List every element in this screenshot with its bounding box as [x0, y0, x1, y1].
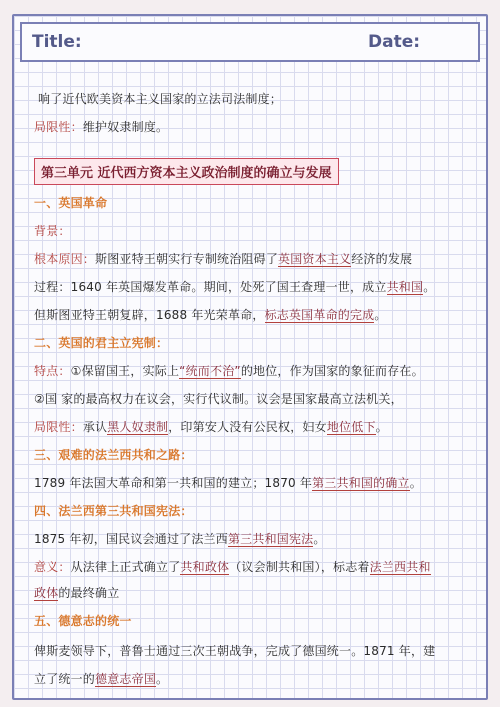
title-label: Title:: [32, 32, 82, 52]
line-text: 但斯图亚特王朝复辟，1688 年光荣革命，: [34, 308, 265, 322]
line-text: 承认: [82, 420, 108, 434]
section-heading: 二、英国的君主立宪制：: [34, 336, 169, 350]
line-text: 维护奴隶制度。: [82, 120, 169, 134]
text-line: [34, 362, 424, 379]
line-label: 局限性：: [34, 120, 83, 134]
text-line: [38, 90, 282, 107]
line-label: 局限性：: [34, 420, 83, 434]
highlight-text: 标志英国革命的完成: [264, 308, 375, 322]
line-text: 俾斯麦领导下，普鲁士通过三次王朝战争，完成了德国统一。1871 年，建: [34, 644, 436, 658]
line-text: ①保留国王，实际上: [70, 364, 180, 378]
line-text: ②国 家的最高权力在议会，实行代议制。议会是国家最高立法机关，: [34, 392, 403, 406]
highlight-text: 共和国: [386, 280, 424, 294]
highlight-text: 英国资本主义: [278, 252, 352, 266]
line-text: （议会制共和国），标志着: [229, 560, 370, 574]
line-text: 响了近代欧美资本主义国家的立法司法制度；: [38, 92, 283, 106]
section-heading: 三、艰难的法兰西共和之路：: [34, 448, 193, 462]
line-label: 根本原因：: [34, 252, 96, 266]
text-line: [34, 530, 326, 547]
text-line: [34, 418, 388, 435]
text-line: [34, 118, 168, 135]
line-text: 1875 年初，国民议会通过了法兰西: [34, 532, 228, 546]
line-text: 的最终确立: [58, 586, 120, 600]
line-label: 特点：: [34, 364, 71, 378]
highlight-text: “统而不治”: [179, 364, 241, 378]
highlight-text: 黑人奴隶制: [107, 420, 169, 434]
highlight-text: 法兰西共和: [369, 560, 431, 574]
line-label: 意义：: [34, 560, 71, 574]
text-line: [34, 474, 422, 491]
header-box: [20, 22, 480, 62]
line-label: 过程：: [34, 280, 71, 294]
section-heading: 四、法兰西第三共和国宪法：: [34, 504, 193, 518]
highlight-text: 第三共和国的确立: [312, 476, 410, 490]
line-text: 1789 年法国大革命和第一共和国的建立；1870 年: [34, 476, 313, 490]
line-text: 。: [313, 532, 326, 546]
text-line: [34, 278, 435, 295]
line-text: 斯图亚特王朝实行专制统治阻碍了: [95, 252, 279, 266]
highlight-text: 地位低下: [326, 420, 376, 434]
text-line: [34, 584, 119, 601]
unit-title: 第三单元 近代西方资本主义政治制度的确立与发展: [34, 158, 339, 185]
section-heading: 五、德意志的统一: [34, 614, 132, 628]
line-text: 。: [156, 672, 169, 686]
line-text: 经济的发展: [351, 252, 413, 266]
text-line: [34, 250, 412, 267]
line-text: 立了统一的: [34, 672, 96, 686]
line-text: 从法律上正式确立了: [70, 560, 181, 574]
text-line: [34, 390, 403, 407]
highlight-text: 第三共和国宪法: [227, 532, 314, 546]
line-text: 的地位，作为国家的象征而存在。: [240, 364, 424, 378]
line-text: 。: [375, 420, 388, 434]
line-text: 1640 年英国爆发革命。期间，处死了国王查理一世，成立: [70, 280, 387, 294]
line-text: 。: [374, 308, 387, 322]
line-label: 背景：: [34, 224, 71, 238]
line-text: 。: [409, 476, 422, 490]
highlight-text: 德意志帝国: [95, 672, 157, 686]
text-line: [34, 670, 168, 687]
highlight-text: 政体: [34, 586, 59, 600]
line-text: ，印第安人没有公民权，妇女: [168, 420, 327, 434]
notebook-page: [12, 14, 488, 700]
section-heading: 一、英国革命: [34, 196, 108, 210]
line-text: 。: [423, 280, 436, 294]
date-label: Date:: [368, 32, 421, 52]
text-line: [34, 642, 435, 659]
text-line: [34, 558, 431, 575]
text-line: [34, 306, 387, 323]
highlight-text: 共和政体: [180, 560, 230, 574]
